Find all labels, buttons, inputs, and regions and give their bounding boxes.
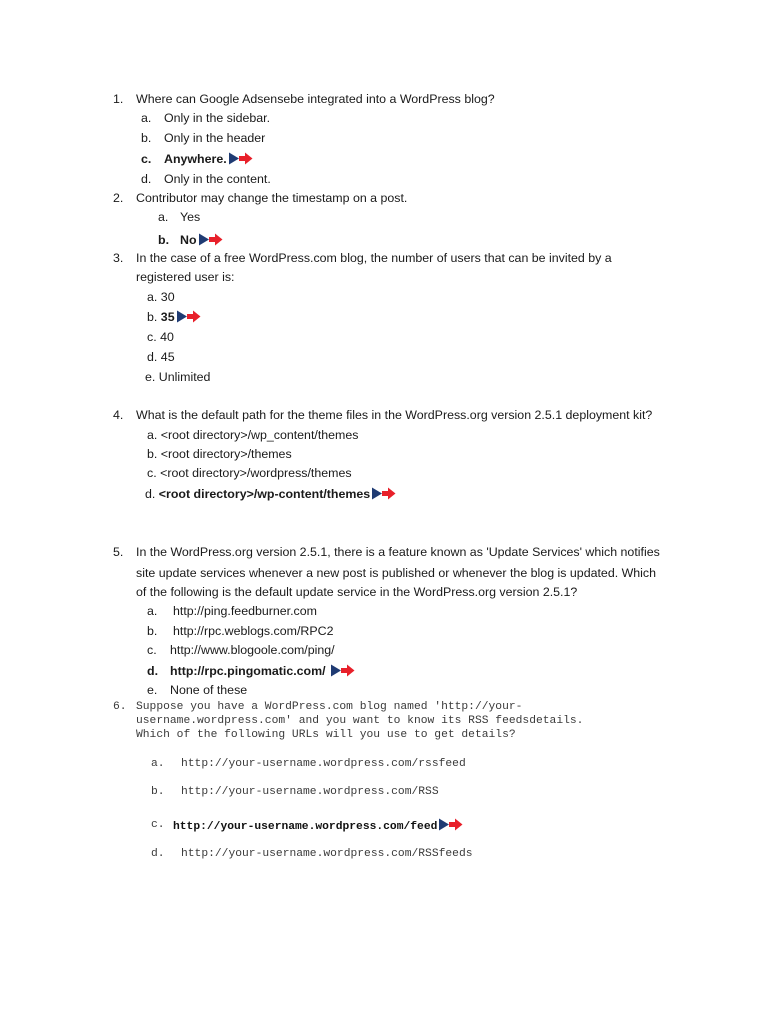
option-item [147, 349, 175, 365]
question-number: 1. [113, 92, 124, 106]
correct-answer [145, 486, 396, 504]
option-letter: b. [147, 310, 158, 324]
option-letter: b. [158, 233, 170, 247]
option-text: <root directory>/wordpress/themes [160, 466, 352, 480]
option-text: <root directory>/wp_content/themes [160, 428, 359, 442]
question-text-line: site update services whenever a new post is published or whenever the blog is updated. Which [136, 566, 657, 580]
double-arrow-icon [439, 818, 463, 836]
double-arrow-icon [229, 152, 253, 169]
option-item [147, 289, 175, 305]
option-letter: c. [147, 330, 157, 344]
option-text: http://ping.feedburner.com [173, 604, 317, 618]
option-text: http://www.blogoole.com/ping/ [170, 643, 335, 657]
option-text: http://rpc.weblogs.com/RPC2 [173, 624, 334, 638]
question-number: 4. [113, 408, 124, 422]
option-letter: b. [147, 447, 158, 461]
question-text-line: In the case of a free WordPress.com blog, the number of users that can be invited by a [136, 251, 612, 265]
option-letter: a. [158, 210, 169, 224]
option-text: 45 [160, 350, 175, 364]
option-letter: b. [151, 786, 165, 798]
option-text: <root directory>/wp-content/themes [158, 487, 371, 501]
option-text: Unlimited [158, 370, 211, 384]
option-letter: b. [147, 624, 158, 638]
option-item [147, 427, 358, 443]
question-number: 5. [113, 545, 124, 559]
correct-answer [147, 309, 201, 327]
option-text: Yes [180, 210, 201, 224]
option-letter: a. [147, 604, 158, 618]
option-item [147, 446, 292, 462]
option-text: <root directory>/themes [160, 447, 292, 461]
question-text: Contributor may change the timestamp on a post. [136, 191, 408, 205]
option-letter: b. [141, 131, 152, 145]
option-text: http://rpc.pingomatic.com/ [170, 664, 326, 678]
double-arrow-icon [199, 233, 223, 250]
option-text: None of these [170, 683, 248, 697]
double-arrow-icon [177, 310, 201, 327]
option-letter: d. [151, 848, 165, 860]
option-text: http://your-username.wordpress.com/feed [173, 821, 438, 833]
correct-answer [170, 663, 355, 681]
double-arrow-icon [372, 487, 396, 504]
question-text-line: of the following is the default update service in the WordPress.org version 2.5.1? [136, 585, 578, 599]
option-text: 30 [160, 290, 175, 304]
option-text: http://your-username.wordpress.com/rssfeed [181, 758, 466, 770]
option-text: Only in the content. [164, 172, 271, 186]
question-number: 6. [113, 701, 127, 713]
option-item [145, 369, 210, 385]
correct-answer [173, 818, 463, 836]
option-letter: d. [141, 172, 152, 186]
option-text: Only in the sidebar. [164, 111, 271, 125]
question-text-line: Which of the following URLs will you use to get details? [136, 729, 516, 741]
option-text: Only in the header [164, 131, 266, 145]
option-letter: a. [151, 758, 165, 770]
question-text-line: username.wordpress.com' and you want to know its RSS feedsdetails. [136, 715, 584, 727]
option-text: No [180, 233, 197, 247]
question-text-line: Suppose you have a WordPress.com blog named 'http://your- [136, 701, 523, 713]
option-item [147, 465, 352, 481]
question-text: What is the default path for the theme files in the WordPress.org version 2.5.1 deployment kit? [136, 408, 653, 422]
option-letter: c. [147, 643, 157, 657]
option-letter: e. [145, 370, 156, 384]
option-letter: c. [151, 819, 165, 831]
question-number: 2. [113, 191, 124, 205]
option-letter: a. [147, 290, 158, 304]
question-number: 3. [113, 251, 124, 265]
question-text-line: registered user is: [136, 270, 235, 284]
correct-answer [164, 151, 253, 169]
option-letter: a. [147, 428, 158, 442]
option-letter: c. [141, 152, 152, 166]
option-letter: d. [147, 350, 158, 364]
option-letter: e. [147, 683, 158, 697]
option-text: 35 [160, 310, 175, 324]
correct-answer [180, 232, 223, 250]
option-text: 40 [160, 330, 174, 344]
option-letter: c. [147, 466, 157, 480]
option-letter: d. [147, 664, 159, 678]
question-text: Where can Google Adsensebe integrated into a WordPress blog? [136, 92, 495, 106]
option-text: http://your-username.wordpress.com/RSS [181, 786, 439, 798]
option-text: http://your-username.wordpress.com/RSSfeeds [181, 848, 473, 860]
option-text: Anywhere. [164, 152, 227, 166]
question-text-line: In the WordPress.org version 2.5.1, there is a feature known as 'Update Services' which notifies [136, 545, 660, 559]
double-arrow-icon [331, 664, 355, 681]
option-letter: a. [141, 111, 152, 125]
option-item [147, 329, 174, 345]
option-letter: d. [145, 487, 156, 501]
